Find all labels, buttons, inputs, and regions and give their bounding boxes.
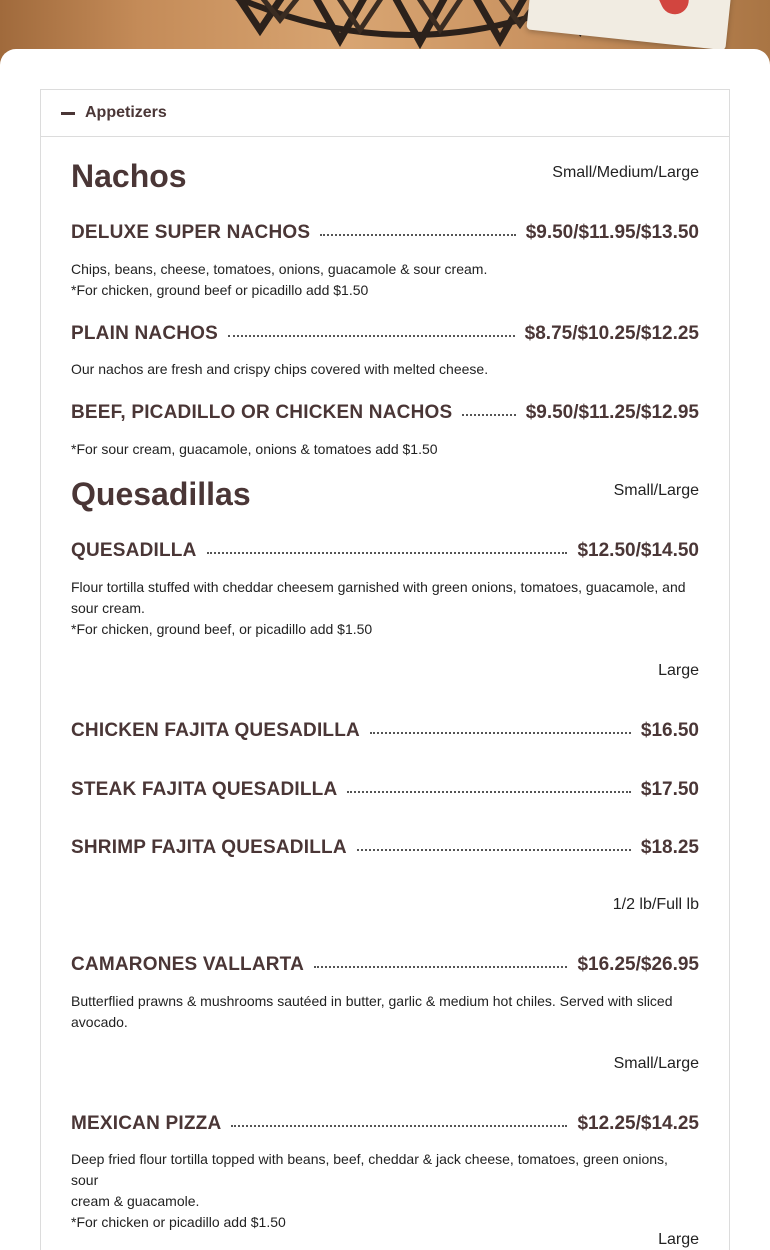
size-label: 1/2 lb/Full lb [612, 896, 699, 913]
size-label: Small/Medium/Large [552, 164, 699, 181]
item-name: DELUXE SUPER NACHOS [71, 222, 311, 243]
item-price: $9.50/$11.25/$12.95 [525, 402, 699, 423]
item-name: PLAIN NACHOS [71, 323, 219, 344]
item-price: $12.50/$14.50 [577, 540, 699, 561]
menu-item [71, 539, 699, 563]
menu-item [71, 719, 699, 743]
item-price: $8.75/$10.25/$12.25 [524, 323, 699, 344]
accordion-header[interactable] [41, 90, 729, 137]
item-name: CHICKEN FAJITA QUESADILLA [71, 720, 360, 741]
item-description: Deep fried flour tortilla topped with beans, beef, cheddar & jack cheese, tomatoes, green onions, sour cream & guacamole. *For chicken or picadillo add $1.50 [71, 1151, 668, 1230]
dot-leader [231, 1125, 567, 1127]
dot-leader [347, 791, 630, 793]
size-label: Large [658, 662, 699, 679]
dot-leader [370, 732, 631, 734]
item-name: CAMARONES VALLARTA [71, 954, 304, 975]
dot-leader [314, 966, 567, 968]
menu-item [71, 953, 699, 977]
accordion-title: Appetizers [85, 104, 167, 121]
menu-item [71, 322, 699, 346]
dot-leader [462, 414, 515, 416]
item-description: Chips, beans, cheese, tomatoes, onions, guacamole & sour cream. *For chicken, ground beef or picadillo add $1.50 [71, 261, 488, 298]
menu-item [71, 401, 699, 425]
size-label: Large [658, 1231, 699, 1248]
size-label: Small/Large [613, 1055, 699, 1072]
section-title-quesadillas: Quesadillas [71, 476, 251, 512]
item-price: $17.50 [640, 779, 699, 800]
item-price: $18.25 [640, 837, 699, 858]
item-name: QUESADILLA [71, 540, 197, 561]
item-price: $12.25/$14.25 [577, 1113, 699, 1134]
dot-leader [320, 234, 515, 236]
item-description: Our nachos are fresh and crispy chips covered with melted cheese. [71, 361, 489, 377]
item-price: $9.50/$11.95/$13.50 [525, 222, 699, 243]
item-description: Flour tortilla stuffed with cheddar cheesem garnished with green onions, tomatoes, guacamole, and sour cream. *For chicken, ground beef, or picadillo add $1.50 [71, 579, 686, 637]
menu-item [71, 778, 699, 802]
item-description: *For sour cream, guacamole, onions & tomatoes add $1.50 [71, 441, 438, 457]
item-price: $16.25/$26.95 [577, 954, 699, 975]
menu-item [71, 221, 699, 245]
menu-card [0, 49, 770, 1248]
item-name: BEEF, PICADILLO OR CHICKEN NACHOS [71, 402, 453, 423]
item-name: SHRIMP FAJITA QUESADILLA [71, 837, 347, 858]
menu-item [71, 1112, 699, 1136]
item-description: Butterflied prawns & mushrooms sautéed in butter, garlic & medium hot chiles. Served with sliced avocado. [71, 993, 673, 1030]
menu-item [71, 836, 699, 860]
item-name: MEXICAN PIZZA [71, 1113, 222, 1134]
dot-leader [357, 849, 631, 851]
section-title-nachos: Nachos [71, 158, 187, 194]
item-name: STEAK FAJITA QUESADILLA [71, 779, 338, 800]
item-price: $16.50 [640, 720, 699, 741]
collapse-icon[interactable] [61, 112, 75, 115]
dot-leader [228, 335, 515, 337]
size-label: Small/Large [613, 482, 699, 499]
appetizers-accordion [40, 89, 730, 1250]
dot-leader [207, 552, 568, 554]
